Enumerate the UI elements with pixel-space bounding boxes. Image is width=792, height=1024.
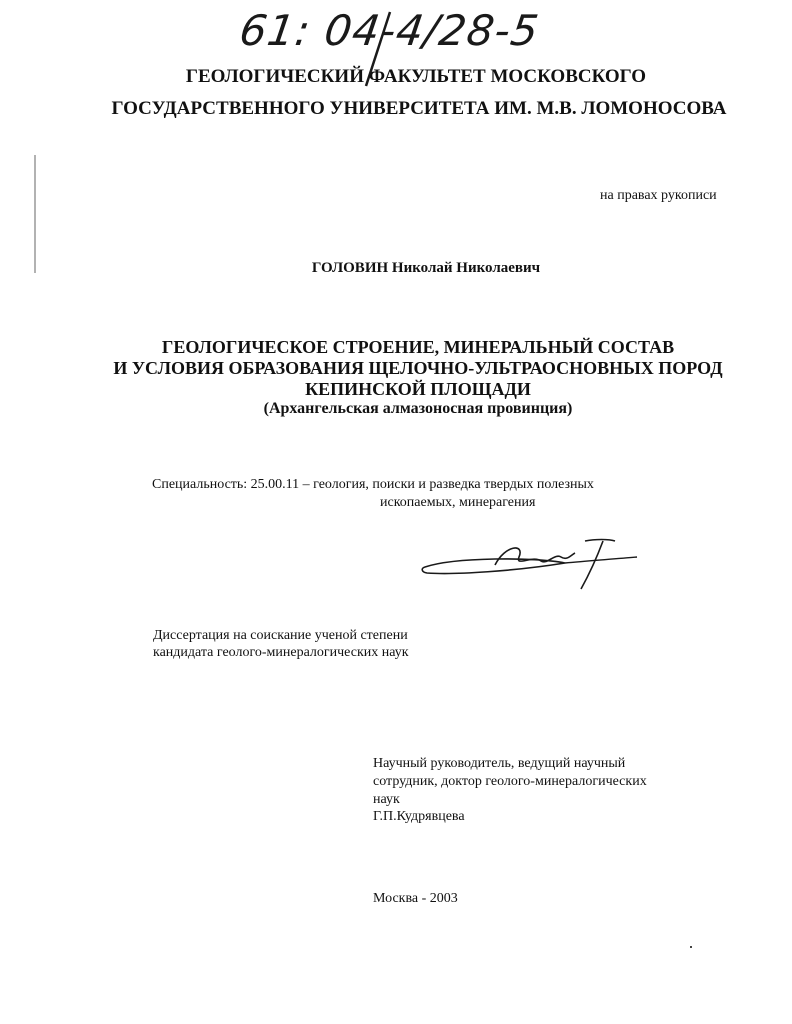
supervisor-line2: сотрудник, доктор геолого-минералогических [373,774,647,789]
title-subtitle: (Архангельская алмазоносная провинция) [263,400,573,417]
place-year: Москва - 2003 [373,891,458,906]
title-line2: И УСЛОВИЯ ОБРАЗОВАНИЯ ЩЕЛОЧНО-УЛЬТРАОСНОВНЫХ ПОРОД [113,358,723,378]
supervisor-line3: наук [373,792,400,807]
specialty-line1: Специальность: 25.00.11 – геология, поиски и разведка твердых полезных [152,477,594,492]
faculty-header-line2: ГОСУДАРСТВЕННОГО УНИВЕРСИТЕТА ИМ. М.В. ЛОМОНОСОВА [111,98,727,119]
title-line3: КЕПИНСКОЙ ПЛОЩАДИ [305,379,531,399]
author-surname: ГОЛОВИН [311,260,389,276]
supervisor-name: Г.П.Кудрявцева [373,809,465,824]
author-given-names: Николай Николаевич [391,260,541,276]
title-line1: ГЕОЛОГИЧЕСКОЕ СТРОЕНИЕ, МИНЕРАЛЬНЫЙ СОСТАВ [161,337,675,357]
supervisor-line1: Научный руководитель, ведущий научный [373,756,626,771]
specialty-line2: ископаемых, минерагения [380,495,536,510]
scan-margin-mark [32,155,38,275]
scan-speck [690,946,692,948]
archive-code: 61: 04-4/28-5 [236,6,543,55]
faculty-header-line1: ГЕОЛОГИЧЕСКИЙ ФАКУЛЬТЕТ МОСКОВСКОГО [185,66,647,87]
manuscript-note: на правах рукописи [600,188,717,203]
author-name [30,260,792,277]
dissertation-line2: кандидата геолого-минералогических наук [153,645,409,660]
dissertation-line1: Диссертация на соискание ученой степени [153,628,408,643]
handwritten-signature [415,535,645,595]
